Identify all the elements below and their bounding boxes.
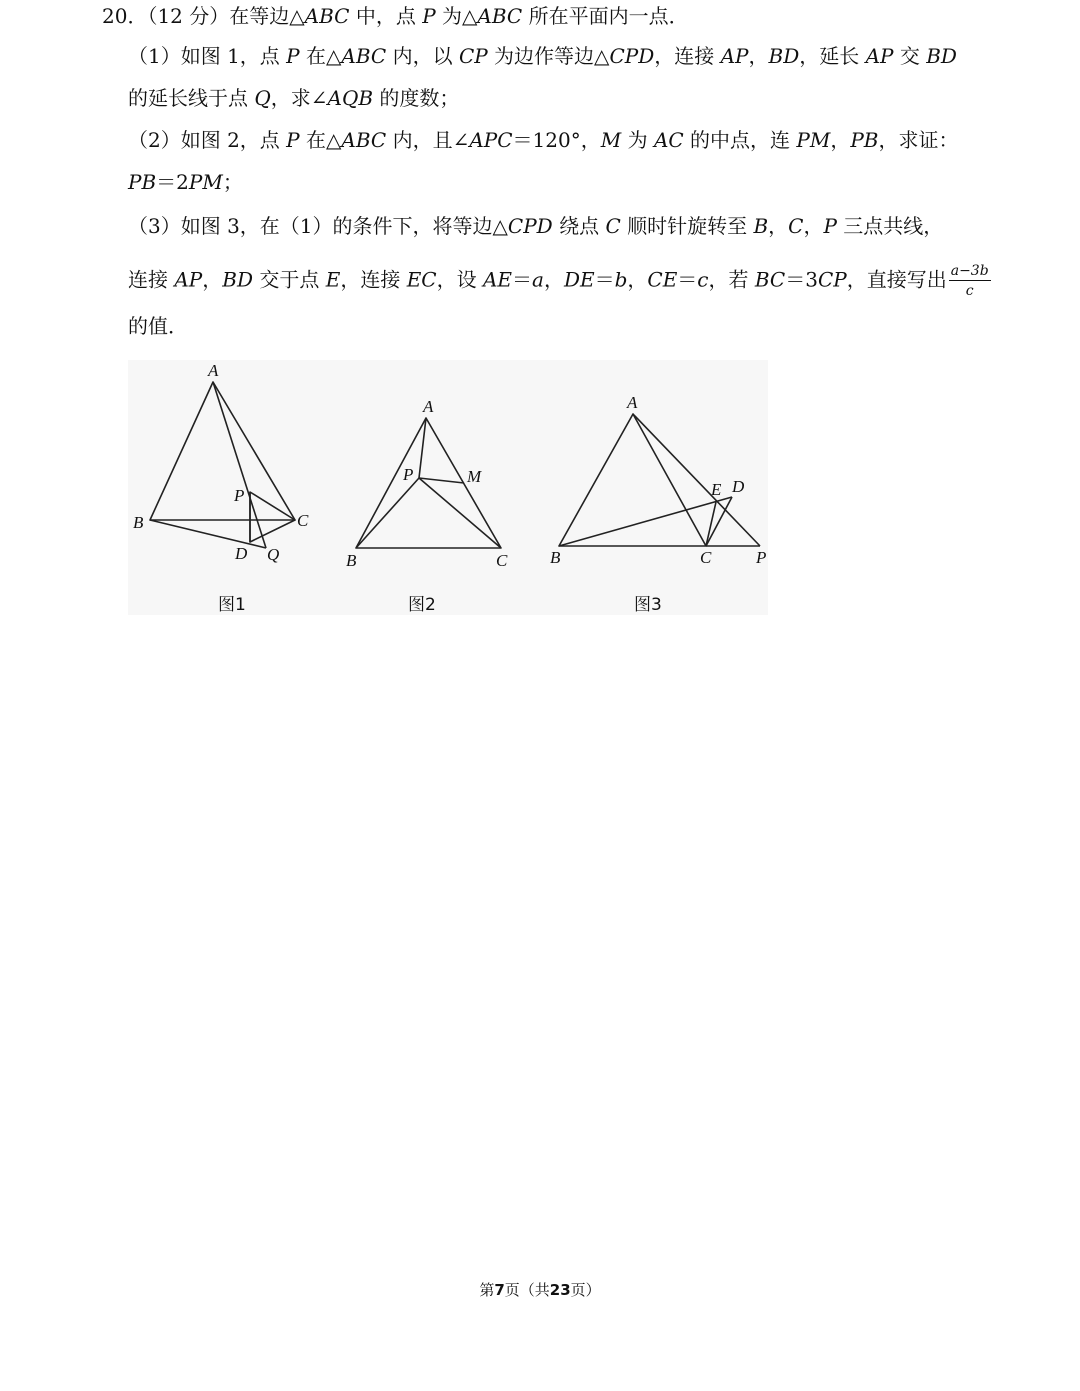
page-footer: 第7页（共23页） xyxy=(479,1281,601,1299)
total-page-count: 23 xyxy=(549,1281,571,1299)
fig1-line-aq xyxy=(213,382,266,548)
fig1-label-a: A xyxy=(208,361,219,380)
fig1-label-d: D xyxy=(235,544,248,563)
fig3-label-c: C xyxy=(700,548,712,567)
fig1-caption: 图1 xyxy=(218,595,246,615)
question-number: 20． xyxy=(102,4,148,28)
fig3-label-b: B xyxy=(550,548,561,567)
fig2-line-pm xyxy=(419,478,464,483)
fraction-numerator: a−3b xyxy=(950,263,989,279)
part3-line2: 连接 AP，BD 交于点 E，连接 EC，设 AE＝a，DE＝b，CE＝c，若 BC＝3CP，直接写出 $\frac{a-3b}{c}$ xyxy=(128,263,989,299)
part2-line1: （2）如图 2，点 P 在△ABC 内，且∠APC＝120°，M 为 AC 的中点，连 PM，PB，求证： xyxy=(128,128,959,152)
figure-3-diagram xyxy=(559,414,760,546)
figure-1-diagram xyxy=(150,382,295,548)
fig2-label-p: P xyxy=(403,465,414,484)
figures-panel xyxy=(128,360,768,615)
current-page-number: 7 xyxy=(494,1281,505,1299)
question-points: （12 分） xyxy=(147,4,230,28)
fig3-label-p: P xyxy=(756,548,767,567)
part3-line1: （3）如图 3，在（1）的条件下，将等边△CPD 绕点 C 顺时针旋转至 B，C，P 三点共线， xyxy=(128,214,944,238)
fig3-label-a: A xyxy=(627,393,638,412)
fig2-label-c: C xyxy=(496,551,508,570)
fig1-label-b: B xyxy=(133,513,144,532)
part1-line2: 的延长线于点 Q，求∠AQB 的度数； xyxy=(128,86,460,110)
fig1-label-p: P xyxy=(234,486,245,505)
fig2-caption: 图2 xyxy=(408,595,436,615)
fig3-triangle-abc xyxy=(559,414,706,546)
fig3-line-bd xyxy=(559,497,732,546)
fig1-label-q: Q xyxy=(267,545,280,564)
fraction xyxy=(949,263,991,299)
fig2-label-a: A xyxy=(423,397,434,416)
fraction-denominator: c xyxy=(965,283,974,299)
fig3-label-e: E xyxy=(711,480,722,499)
part3-line3: 的值． xyxy=(128,314,188,338)
fig2-label-b: B xyxy=(346,551,357,570)
part1-line1: （1）如图 1，点 P 在△ABC 内，以 CP 为边作等边△CPD，连接 AP，BD，延长 AP 交 BD xyxy=(128,44,957,68)
question-header: 20．（12 分）在等边△ABC 中，点 P 为△ABC 所在平面内一点． xyxy=(102,4,689,28)
part2-line2: PB＝2PM； xyxy=(128,170,243,194)
fig1-triangle-abc xyxy=(150,382,295,520)
fig3-caption: 图3 xyxy=(634,595,662,615)
fig3-line-ce xyxy=(706,502,716,546)
fig1-label-c: C xyxy=(297,511,309,530)
fig2-label-m: M xyxy=(467,467,482,486)
fig1-line-bq xyxy=(150,520,266,548)
fig3-label-d: D xyxy=(732,477,745,496)
